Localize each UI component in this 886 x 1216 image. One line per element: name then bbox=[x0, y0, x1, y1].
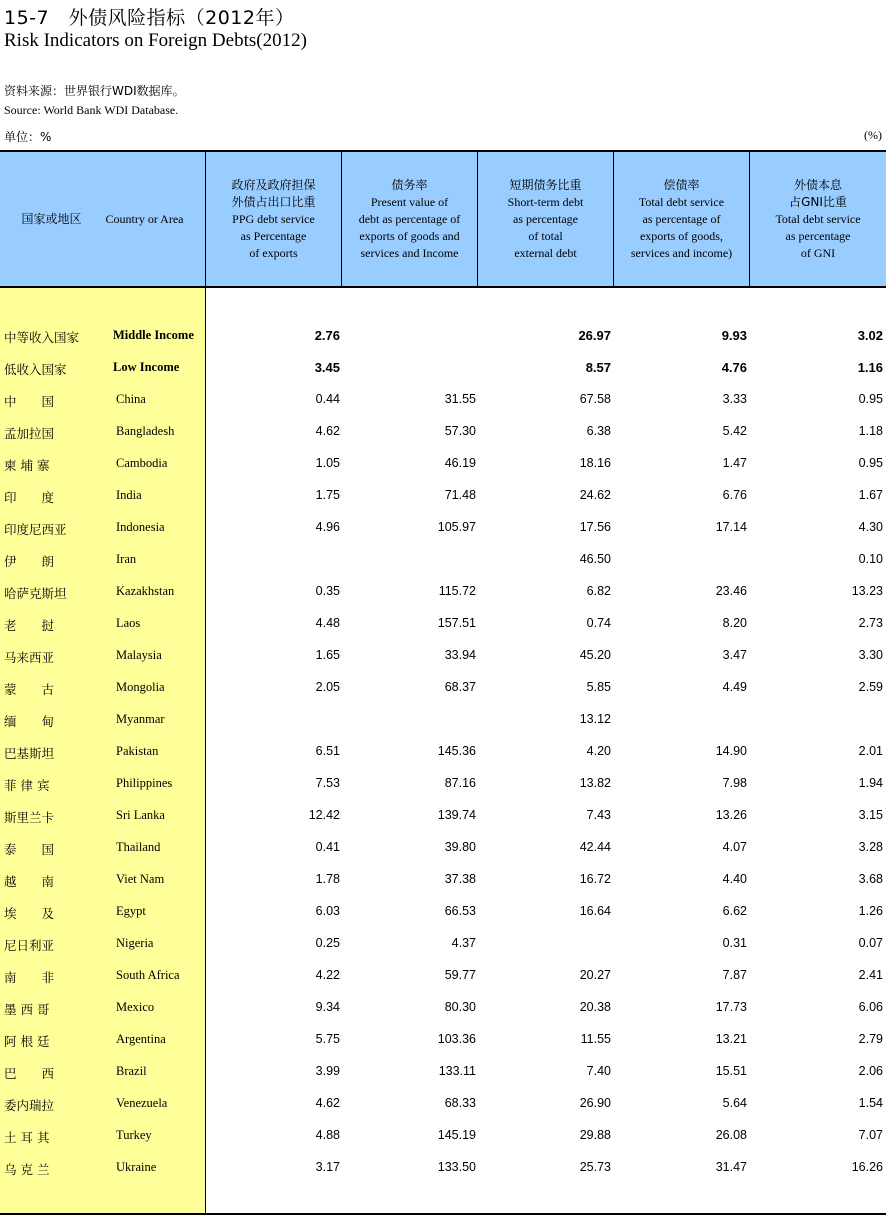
debt-ratio-value: 145.36 bbox=[437, 744, 476, 758]
ppg-debt-service-value: 6.51 bbox=[315, 744, 340, 758]
short-term-debt-value: 11.55 bbox=[580, 1032, 611, 1046]
table-row bbox=[0, 320, 886, 352]
debt-service-gni-value: 1.26 bbox=[858, 904, 883, 918]
table-bottom-rule bbox=[0, 1213, 886, 1215]
country-name-en: Ukraine bbox=[116, 1160, 157, 1174]
country-name-en: Nigeria bbox=[116, 936, 154, 950]
ppg-debt-service-value: 4.88 bbox=[315, 1128, 340, 1142]
header-line: as percentage bbox=[513, 211, 578, 226]
ppg-debt-service-value: 1.05 bbox=[315, 456, 340, 470]
short-term-debt-value: 5.85 bbox=[586, 680, 611, 694]
debt-ratio-value: 145.19 bbox=[437, 1128, 476, 1142]
country-name-cn: 哈萨克斯坦 bbox=[4, 586, 67, 601]
short-term-debt-value: 20.27 bbox=[579, 968, 611, 982]
unit-label-cn: 单位：% bbox=[4, 130, 52, 144]
debt-ratio-value: 57.30 bbox=[444, 424, 476, 438]
country-name-en: Mexico bbox=[116, 1000, 155, 1014]
header-line: 外债本息 bbox=[793, 177, 842, 192]
total-debt-service-value: 3.47 bbox=[722, 648, 747, 662]
country-name-cn: 蒙 古 bbox=[4, 682, 55, 697]
table-row bbox=[0, 512, 886, 544]
header-divider bbox=[613, 152, 614, 286]
short-term-debt-value: 6.82 bbox=[586, 584, 611, 598]
country-name-en: Bangladesh bbox=[116, 424, 175, 438]
total-debt-service-value: 9.93 bbox=[721, 328, 747, 343]
header-line: 外债占出口比重 bbox=[231, 194, 316, 209]
debt-ratio-value: 157.51 bbox=[437, 616, 476, 630]
debt-ratio-value: 59.77 bbox=[444, 968, 476, 982]
header-line: of total bbox=[528, 228, 563, 243]
debt-service-gni-value: 3.28 bbox=[858, 840, 883, 854]
ppg-debt-service-value: 0.44 bbox=[315, 392, 340, 406]
table-row bbox=[0, 480, 886, 512]
debt-ratio-value: 105.97 bbox=[437, 520, 476, 534]
country-name-cn: 乌 克 兰 bbox=[4, 1162, 50, 1177]
country-name-en: Middle Income bbox=[113, 328, 194, 342]
short-term-debt-value: 29.88 bbox=[579, 1128, 611, 1142]
total-debt-service-value: 0.31 bbox=[722, 936, 747, 950]
table-row bbox=[0, 608, 886, 640]
country-name-en: Turkey bbox=[116, 1128, 152, 1142]
debt-ratio-value: 66.53 bbox=[444, 904, 476, 918]
debt-ratio-value: 68.33 bbox=[444, 1096, 476, 1110]
country-name-cn: 越 南 bbox=[4, 874, 55, 889]
header-line: 政府及政府担保 bbox=[231, 177, 316, 192]
debt-service-gni-value: 6.06 bbox=[858, 1000, 883, 1014]
debt-service-gni-value: 7.07 bbox=[858, 1128, 883, 1142]
ppg-debt-service-value: 1.75 bbox=[315, 488, 340, 502]
debt-ratio-value: 39.80 bbox=[444, 840, 476, 854]
total-debt-service-value: 6.62 bbox=[722, 904, 747, 918]
header-line: of GNI bbox=[800, 245, 836, 260]
debt-ratio-value: 87.16 bbox=[444, 776, 476, 790]
total-debt-service-value: 13.26 bbox=[715, 808, 747, 822]
country-name-cn: 马来西亚 bbox=[4, 650, 55, 665]
debt-service-gni-value: 1.67 bbox=[858, 488, 883, 502]
short-term-debt-value: 45.20 bbox=[579, 648, 611, 662]
header-line: as percentage bbox=[785, 228, 851, 243]
table-row bbox=[0, 1088, 886, 1120]
table-row bbox=[0, 384, 886, 416]
country-name-en: Cambodia bbox=[116, 456, 168, 470]
total-debt-service-value: 7.98 bbox=[722, 776, 747, 790]
total-debt-service-value: 23.46 bbox=[715, 584, 747, 598]
debt-service-gni-value: 1.54 bbox=[858, 1096, 883, 1110]
table-row bbox=[0, 800, 886, 832]
total-debt-service-value: 17.73 bbox=[715, 1000, 747, 1014]
table-row bbox=[0, 672, 886, 704]
debt-ratio-value: 71.48 bbox=[444, 488, 476, 502]
header-line: services and Income bbox=[360, 245, 459, 260]
total-debt-service-value: 5.64 bbox=[722, 1096, 747, 1110]
ppg-debt-service-value: 0.41 bbox=[315, 840, 340, 854]
total-debt-service-value: 4.49 bbox=[722, 680, 747, 694]
header-divider bbox=[341, 152, 342, 286]
short-term-debt-value: 17.56 bbox=[579, 520, 611, 534]
ppg-debt-service-value: 5.75 bbox=[315, 1032, 340, 1046]
unit-label-percent: (%) bbox=[864, 128, 882, 142]
debt-service-gni-value: 13.23 bbox=[851, 584, 883, 598]
table-row bbox=[0, 992, 886, 1024]
ppg-debt-service-value: 4.96 bbox=[315, 520, 340, 534]
country-name-en: Philippines bbox=[116, 776, 173, 790]
debt-service-gni-value: 3.02 bbox=[857, 328, 883, 343]
total-debt-service-value: 13.21 bbox=[715, 1032, 747, 1046]
debt-service-gni-value: 2.41 bbox=[858, 968, 883, 982]
short-term-debt-value: 8.57 bbox=[585, 360, 611, 375]
short-term-debt-value: 13.12 bbox=[579, 712, 611, 726]
ppg-debt-service-value: 3.17 bbox=[315, 1160, 340, 1174]
header-line: 占GNI比重 bbox=[789, 194, 847, 209]
debt-ratio-value: 46.19 bbox=[444, 456, 476, 470]
total-debt-service-value: 26.08 bbox=[715, 1128, 747, 1142]
table-row bbox=[0, 448, 886, 480]
table-row bbox=[0, 576, 886, 608]
ppg-debt-service-value: 6.03 bbox=[315, 904, 340, 918]
country-name-cn: 埃 及 bbox=[4, 906, 55, 921]
debt-service-gni-value: 3.68 bbox=[858, 872, 883, 886]
ppg-debt-service-value: 3.45 bbox=[314, 360, 340, 375]
country-name-cn: 阿 根 廷 bbox=[4, 1034, 50, 1049]
debt-ratio-value: 31.55 bbox=[444, 392, 476, 406]
table-header bbox=[0, 152, 886, 286]
header-line: exports of goods and bbox=[359, 228, 460, 243]
debt-ratio-value: 37.38 bbox=[444, 872, 476, 886]
table-title-cn: 15-7 外债风险指标（2012年） bbox=[4, 7, 295, 29]
ppg-debt-service-value: 4.62 bbox=[315, 1096, 340, 1110]
debt-ratio-value: 103.36 bbox=[437, 1032, 476, 1046]
header-divider bbox=[477, 152, 478, 286]
header-line: PPG debt service bbox=[232, 211, 315, 226]
debt-service-gni-value: 1.18 bbox=[858, 424, 883, 438]
header-country-en: Country or Area bbox=[105, 211, 184, 226]
table-row bbox=[0, 1120, 886, 1152]
country-name-en: Pakistan bbox=[116, 744, 159, 758]
debt-service-gni-value: 16.26 bbox=[851, 1160, 883, 1174]
header-total-debt-service bbox=[614, 152, 749, 286]
header-line: debt as percentage of bbox=[358, 211, 461, 226]
country-name-en: India bbox=[116, 488, 142, 502]
debt-service-gni-value: 4.30 bbox=[858, 520, 883, 534]
country-name-en: China bbox=[116, 392, 146, 406]
short-term-debt-value: 42.44 bbox=[579, 840, 611, 854]
country-name-en: Kazakhstan bbox=[116, 584, 175, 598]
country-name-cn: 印度尼西亚 bbox=[4, 522, 67, 537]
table-row bbox=[0, 1056, 886, 1088]
country-name-cn: 低收入国家 bbox=[4, 362, 67, 377]
debt-ratio-value: 33.94 bbox=[444, 648, 476, 662]
country-name-cn: 缅 甸 bbox=[4, 714, 55, 729]
country-name-en: Mongolia bbox=[116, 680, 165, 694]
country-name-en: Argentina bbox=[116, 1032, 166, 1046]
source-note-en: Source: World Bank WDI Database. bbox=[4, 103, 179, 117]
header-divider bbox=[749, 152, 750, 286]
ppg-debt-service-value: 0.35 bbox=[315, 584, 340, 598]
source-note-cn: 资料来源：世界银行WDI数据库。 bbox=[4, 84, 185, 98]
header-short-term-debt bbox=[478, 152, 613, 286]
debt-ratio-value: 133.50 bbox=[437, 1160, 476, 1174]
header-line: of exports bbox=[249, 245, 298, 260]
header-line: as Percentage bbox=[240, 228, 307, 243]
header-line: external debt bbox=[514, 245, 577, 260]
debt-service-gni-value: 0.95 bbox=[858, 392, 883, 406]
country-name-cn: 印 度 bbox=[4, 490, 55, 505]
ppg-debt-service-value: 2.05 bbox=[315, 680, 340, 694]
short-term-debt-value: 25.73 bbox=[579, 1160, 611, 1174]
country-name-en: Malaysia bbox=[116, 648, 162, 662]
country-name-en: Sri Lanka bbox=[116, 808, 165, 822]
ppg-debt-service-value: 2.76 bbox=[314, 328, 340, 343]
country-name-en: Viet Nam bbox=[116, 872, 165, 886]
ppg-debt-service-value: 1.78 bbox=[315, 872, 340, 886]
header-line: 偿债率 bbox=[663, 177, 700, 192]
country-name-en: Thailand bbox=[116, 840, 161, 854]
country-name-en: South Africa bbox=[116, 968, 180, 982]
short-term-debt-value: 7.43 bbox=[586, 808, 611, 822]
debt-service-gni-value: 2.59 bbox=[858, 680, 883, 694]
debt-service-gni-value: 2.73 bbox=[858, 616, 883, 630]
table-row bbox=[0, 832, 886, 864]
table-row bbox=[0, 544, 886, 576]
total-debt-service-value: 6.76 bbox=[722, 488, 747, 502]
short-term-debt-value: 4.20 bbox=[586, 744, 611, 758]
country-name-en: Laos bbox=[116, 616, 141, 630]
debt-service-gni-value: 2.06 bbox=[858, 1064, 883, 1078]
country-name-en: Myanmar bbox=[116, 712, 165, 726]
total-debt-service-value: 4.76 bbox=[721, 360, 747, 375]
total-debt-service-value: 4.40 bbox=[722, 872, 747, 886]
short-term-debt-value: 18.16 bbox=[579, 456, 611, 470]
country-name-en: Low Income bbox=[113, 360, 180, 374]
table-row bbox=[0, 928, 886, 960]
table-row bbox=[0, 768, 886, 800]
country-name-cn: 土 耳 其 bbox=[4, 1130, 50, 1145]
total-debt-service-value: 8.20 bbox=[722, 616, 747, 630]
short-term-debt-value: 16.64 bbox=[579, 904, 611, 918]
total-debt-service-value: 4.07 bbox=[722, 840, 747, 854]
header-line: Short-term debt bbox=[507, 194, 584, 209]
header-line: Total debt service bbox=[775, 211, 861, 226]
country-name-cn: 墨 西 哥 bbox=[4, 1002, 50, 1017]
header-debt-service-gni bbox=[750, 152, 886, 286]
ppg-debt-service-value: 1.65 bbox=[315, 648, 340, 662]
country-name-en: Egypt bbox=[116, 904, 146, 918]
country-name-en: Brazil bbox=[116, 1064, 147, 1078]
header-line: 债务率 bbox=[391, 177, 428, 192]
header-line: services and income) bbox=[630, 245, 733, 260]
short-term-debt-value: 24.62 bbox=[579, 488, 611, 502]
country-name-cn: 巴 西 bbox=[4, 1066, 55, 1081]
debt-service-gni-value: 1.16 bbox=[857, 360, 883, 375]
country-name-en: Venezuela bbox=[116, 1096, 168, 1110]
total-debt-service-value: 7.87 bbox=[722, 968, 747, 982]
debt-service-gni-value: 3.30 bbox=[858, 648, 883, 662]
short-term-debt-value: 6.38 bbox=[586, 424, 611, 438]
total-debt-service-value: 5.42 bbox=[722, 424, 747, 438]
country-name-cn: 老 挝 bbox=[4, 618, 55, 633]
debt-service-gni-value: 3.15 bbox=[858, 808, 883, 822]
total-debt-service-value: 15.51 bbox=[715, 1064, 747, 1078]
short-term-debt-value: 13.82 bbox=[579, 776, 611, 790]
country-name-en: Indonesia bbox=[116, 520, 165, 534]
ppg-debt-service-value: 4.22 bbox=[315, 968, 340, 982]
header-ppg-debt-service bbox=[206, 152, 341, 286]
ppg-debt-service-value: 9.34 bbox=[315, 1000, 340, 1014]
table-row bbox=[0, 704, 886, 736]
short-term-debt-value: 26.90 bbox=[579, 1096, 611, 1110]
country-name-cn: 尼日利亚 bbox=[4, 938, 55, 953]
country-name-cn: 中等收入国家 bbox=[4, 330, 80, 345]
table-row bbox=[0, 1024, 886, 1056]
table-row bbox=[0, 896, 886, 928]
short-term-debt-value: 20.38 bbox=[579, 1000, 611, 1014]
header-line: Present value of bbox=[370, 194, 449, 209]
country-name-cn: 委内瑞拉 bbox=[4, 1098, 55, 1113]
total-debt-service-value: 14.90 bbox=[715, 744, 747, 758]
header-line: Total debt service bbox=[638, 194, 725, 209]
ppg-debt-service-value: 4.48 bbox=[315, 616, 340, 630]
total-debt-service-value: 17.14 bbox=[715, 520, 747, 534]
table-row bbox=[0, 736, 886, 768]
ppg-debt-service-value: 0.25 bbox=[315, 936, 340, 950]
debt-ratio-value: 80.30 bbox=[444, 1000, 476, 1014]
country-name-cn: 泰 国 bbox=[4, 842, 55, 857]
debt-ratio-value: 139.74 bbox=[437, 808, 476, 822]
short-term-debt-value: 16.72 bbox=[579, 872, 611, 886]
short-term-debt-value: 7.40 bbox=[586, 1064, 611, 1078]
table-row bbox=[0, 864, 886, 896]
debt-ratio-value: 4.37 bbox=[451, 936, 476, 950]
ppg-debt-service-value: 3.99 bbox=[315, 1064, 340, 1078]
table-row bbox=[0, 1152, 886, 1184]
table-title-en: Risk Indicators on Foreign Debts(2012) bbox=[4, 30, 307, 51]
total-debt-service-value: 1.47 bbox=[722, 456, 747, 470]
table-row bbox=[0, 640, 886, 672]
ppg-debt-service-value: 12.42 bbox=[308, 808, 340, 822]
debt-service-gni-value: 2.01 bbox=[858, 744, 883, 758]
debt-service-gni-value: 0.10 bbox=[858, 552, 883, 566]
debt-ratio-value: 115.72 bbox=[438, 584, 476, 598]
short-term-debt-value: 46.50 bbox=[579, 552, 611, 566]
debt-service-gni-value: 1.94 bbox=[858, 776, 883, 790]
header-line: as percentage of bbox=[642, 211, 721, 226]
country-name-cn: 斯里兰卡 bbox=[4, 810, 55, 825]
ppg-debt-service-value: 7.53 bbox=[315, 776, 340, 790]
header-debt-ratio bbox=[342, 152, 477, 286]
debt-ratio-value: 133.11 bbox=[438, 1064, 476, 1078]
debt-service-gni-value: 2.79 bbox=[858, 1032, 883, 1046]
header-line: 短期债务比重 bbox=[509, 177, 582, 192]
short-term-debt-value: 26.97 bbox=[578, 328, 611, 343]
header-country bbox=[0, 152, 205, 286]
header-line: exports of goods, bbox=[639, 228, 723, 243]
country-name-cn: 孟加拉国 bbox=[4, 426, 55, 441]
header-divider bbox=[205, 152, 206, 286]
table-row bbox=[0, 352, 886, 384]
total-debt-service-value: 3.33 bbox=[722, 392, 747, 406]
short-term-debt-value: 0.74 bbox=[586, 616, 611, 630]
country-name-cn: 巴基斯坦 bbox=[4, 746, 55, 761]
header-country-cn: 国家或地区 bbox=[21, 211, 82, 226]
country-name-cn: 伊 朗 bbox=[4, 554, 55, 569]
ppg-debt-service-value: 4.62 bbox=[315, 424, 340, 438]
country-name-cn: 柬 埔 寨 bbox=[4, 458, 50, 473]
debt-service-gni-value: 0.95 bbox=[858, 456, 883, 470]
short-term-debt-value: 67.58 bbox=[579, 392, 611, 406]
total-debt-service-value: 31.47 bbox=[715, 1160, 747, 1174]
table-row bbox=[0, 416, 886, 448]
country-name-cn: 南 非 bbox=[4, 970, 55, 985]
debt-ratio-value: 68.37 bbox=[444, 680, 476, 694]
table-row bbox=[0, 960, 886, 992]
country-name-cn: 中 国 bbox=[4, 394, 55, 409]
debt-service-gni-value: 0.07 bbox=[858, 936, 883, 950]
country-name-en: Iran bbox=[116, 552, 137, 566]
country-name-cn: 菲 律 宾 bbox=[4, 778, 50, 793]
